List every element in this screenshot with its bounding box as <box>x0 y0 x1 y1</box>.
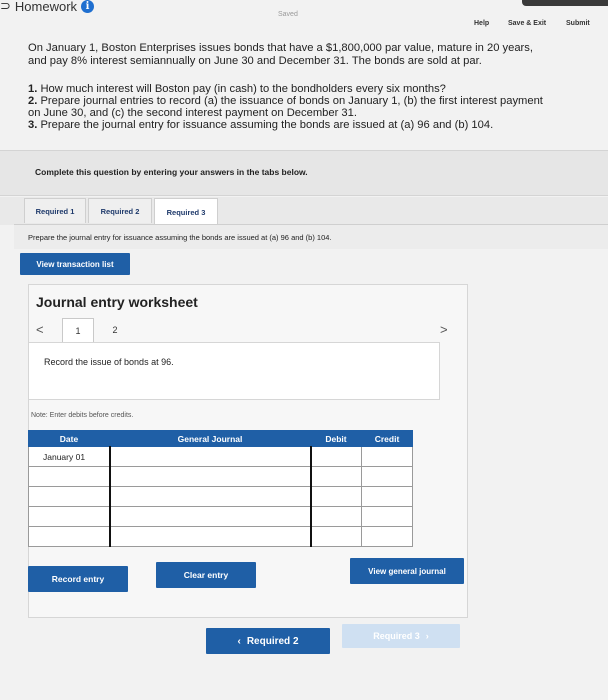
debit-input[interactable] <box>311 527 362 547</box>
col-credit: Credit <box>362 431 413 447</box>
chevron-left-icon: ‹ <box>237 635 241 647</box>
debit-input[interactable] <box>311 467 362 487</box>
journal-table <box>28 430 413 547</box>
date-cell <box>29 487 110 507</box>
date-cell <box>29 527 110 547</box>
date-cell: January 01 <box>29 447 110 467</box>
debit-input[interactable] <box>311 507 362 527</box>
account-input[interactable] <box>110 507 311 527</box>
save-exit-link[interactable]: Save & Exit <box>508 20 547 27</box>
tab-required-3[interactable]: Required 3 <box>154 198 218 226</box>
col-date: Date <box>29 431 110 447</box>
table-row <box>29 467 413 487</box>
table-row <box>29 447 413 467</box>
view-transaction-list-button[interactable]: View transaction list <box>20 253 130 275</box>
tab-required-1[interactable]: Required 1 <box>24 198 86 223</box>
entry-page-1[interactable]: 1 <box>62 318 94 343</box>
view-general-journal-button[interactable]: View general journal <box>350 558 464 584</box>
next-required-button <box>342 624 460 648</box>
entry-page-2[interactable]: 2 <box>112 325 118 335</box>
question-item-1: 1. How much interest will Boston pay (in cash) to the bondholders every six months? <box>28 83 446 95</box>
back-arc-icon: ⊃ <box>0 0 11 13</box>
credit-input[interactable] <box>362 527 413 547</box>
credit-input[interactable] <box>362 507 413 527</box>
prev-required-label: Required 2 <box>246 635 299 647</box>
record-instruction: Record the issue of bonds at 96. <box>44 357 174 367</box>
info-icon[interactable]: i <box>81 0 94 13</box>
account-input[interactable] <box>110 467 311 487</box>
subheading-text: Prepare the journal entry for issuance assuming the bonds are issued at (a) 96 and (b) 104. <box>28 233 332 242</box>
clear-entry-button[interactable]: Clear entry <box>156 562 256 588</box>
tab-required-2[interactable]: Required 2 <box>88 198 152 223</box>
record-entry-button[interactable]: Record entry <box>28 566 128 592</box>
help-link[interactable]: Help <box>474 20 490 27</box>
question-intro-1: On January 1, Boston Enterprises issues bonds that have a $1,800,000 par value, mature in 20 years, <box>28 42 533 54</box>
top-right-bar <box>522 0 608 6</box>
table-row <box>29 527 413 547</box>
table-row <box>29 487 413 507</box>
instruction-text: Complete this question by entering your answers in the tabs below. <box>35 167 308 177</box>
credit-input[interactable] <box>362 467 413 487</box>
submit-link[interactable]: Submit <box>566 20 590 27</box>
account-input[interactable] <box>110 447 311 467</box>
next-entry-icon[interactable]: > <box>440 322 448 337</box>
worksheet-title: Journal entry worksheet <box>36 294 198 310</box>
note-text: Note: Enter debits before credits. <box>31 412 134 419</box>
next-required-label: Required 3 <box>373 631 420 641</box>
date-cell <box>29 467 110 487</box>
question-intro-2: and pay 8% interest semiannually on June 30 and December 31. The bonds are sold at par. <box>28 55 482 67</box>
account-input[interactable] <box>110 527 311 547</box>
page-title <box>0 0 94 14</box>
col-debit: Debit <box>311 431 362 447</box>
prev-required-button[interactable] <box>206 628 330 654</box>
question-item-2: 2. Prepare journal entries to record (a) the issuance of bonds on January 1, (b) the first interest payment <box>28 95 543 107</box>
debit-input[interactable] <box>311 447 362 467</box>
debit-input[interactable] <box>311 487 362 507</box>
prev-entry-icon[interactable]: < <box>36 322 44 337</box>
account-input[interactable] <box>110 487 311 507</box>
credit-input[interactable] <box>362 447 413 467</box>
credit-input[interactable] <box>362 487 413 507</box>
question-item-2-cont: on June 30, and (c) the second interest payment on December 31. <box>28 107 357 119</box>
chevron-right-icon: › <box>425 631 429 641</box>
question-item-3: 3. Prepare the journal entry for issuance assuming the bonds are issued at (a) 96 and (b) 104. <box>28 119 494 131</box>
saved-status: Saved <box>278 11 298 18</box>
homework-title: Homework <box>14 0 78 14</box>
record-box <box>28 342 440 400</box>
col-general-journal: General Journal <box>110 431 311 447</box>
table-row <box>29 507 413 527</box>
date-cell <box>29 507 110 527</box>
